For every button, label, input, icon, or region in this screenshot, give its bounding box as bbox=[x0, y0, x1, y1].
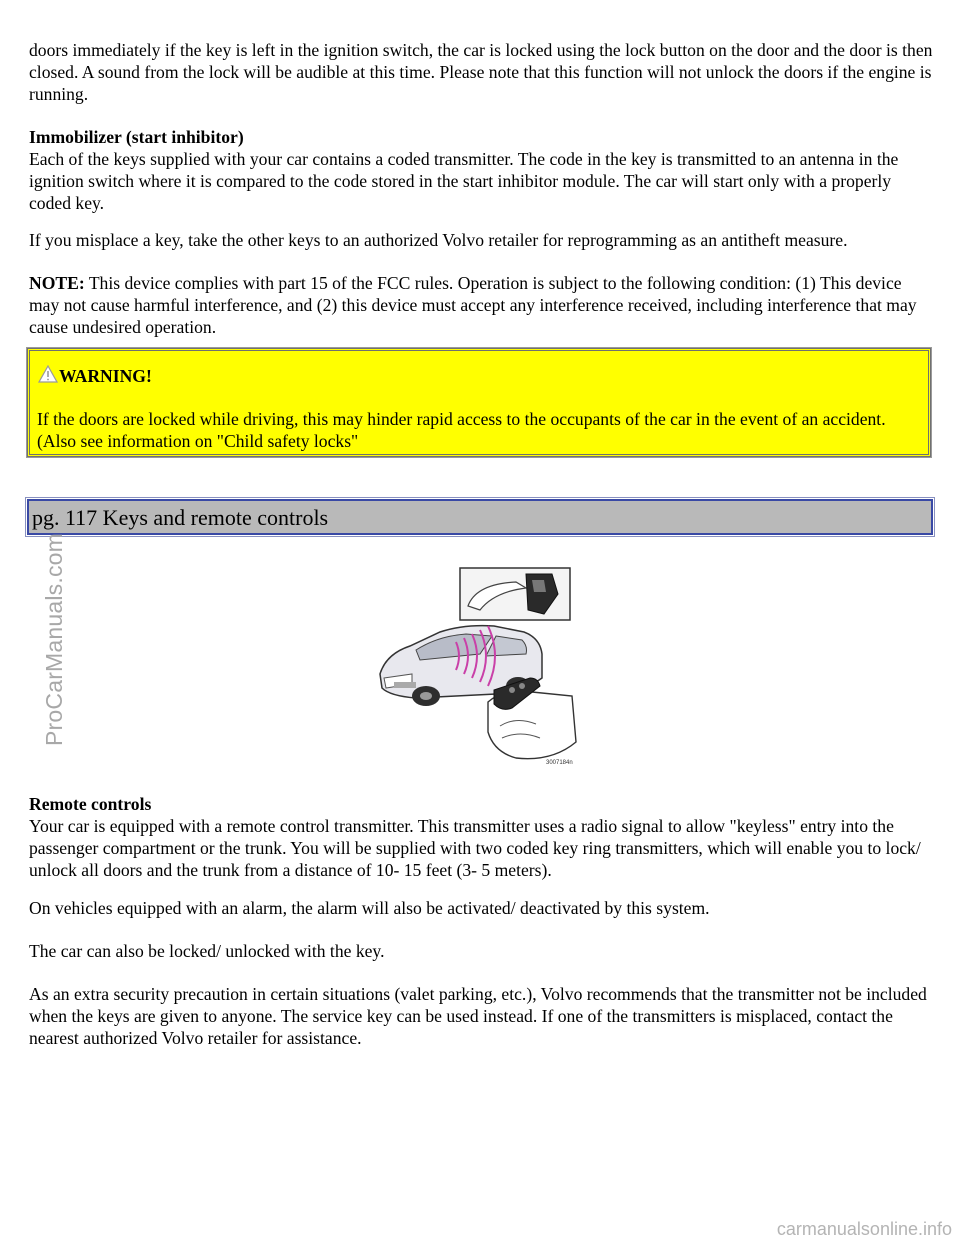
note-label: NOTE: bbox=[29, 273, 85, 293]
remote-control-illustration bbox=[376, 566, 586, 768]
remote-controls-heading: Remote controls bbox=[29, 794, 152, 814]
car-remote-illustration bbox=[376, 566, 586, 768]
section-title: pg. 117 Keys and remote controls bbox=[32, 505, 329, 530]
remote-controls-section bbox=[29, 793, 934, 881]
warning-triangle-icon bbox=[38, 365, 58, 383]
warning-title-row bbox=[38, 365, 152, 387]
warning-title: WARNING! bbox=[59, 366, 152, 386]
side-watermark bbox=[0, 506, 67, 746]
section-header bbox=[27, 499, 933, 535]
immobilizer-body: Each of the keys supplied with your car contains a coded transmitter. The code in the key is transmitted to an antenna in the ignition switch where it is compared to the code stored in the start inhibitor module. The car will start only with a properly coded key. bbox=[29, 149, 899, 213]
immobilizer-heading: Immobilizer (start inhibitor) bbox=[29, 127, 244, 147]
alarm-paragraph: On vehicles equipped with an alarm, the alarm will also be activated/ deactivated by this system. bbox=[29, 898, 710, 918]
warning-box bbox=[27, 348, 931, 457]
misplace-key-paragraph: If you misplace a key, take the other keys to an authorized Volvo retailer for reprogramming as an antitheft measure. bbox=[29, 230, 848, 250]
fcc-note bbox=[29, 272, 934, 338]
warning-body: If the doors are locked while driving, this may hinder rapid access to the occupants of the car in the event of an accident. (Also see information on "Child safety locks" bbox=[37, 409, 886, 451]
security-paragraph: As an extra security precaution in certain situations (valet parking, etc.), Volvo recommends that the transmitter not be included when the keys are given to anyone. The service key can be used instead. If one of the transmitters is misplaced, contact the nearest authorized Volvo retailer for assistance. bbox=[29, 984, 927, 1048]
key-lock-paragraph: The car can also be locked/ unlocked with the key. bbox=[29, 941, 385, 961]
remote-controls-body: Your car is equipped with a remote control transmitter. This transmitter uses a radio signal to allow "keyless" entry into the passenger compartment or the trunk. You will be supplied with two coded key ring transmitters, which will enable you to lock/ unlock all doors and the trunk from a distance of 10- 15 feet (3- 5 meters). bbox=[29, 816, 921, 880]
immobilizer-section bbox=[29, 126, 934, 214]
footer-watermark: carmanualsonline.info bbox=[776, 1219, 952, 1239]
intro-paragraph: doors immediately if the key is left in the ignition switch, the car is locked using the lock button on the door and the door is then closed. A sound from the lock will be audible at this time. Please note that this function will not unlock the doors if the engine is running. bbox=[29, 40, 933, 104]
side-watermark-text: ProCarManuals.com bbox=[41, 532, 67, 746]
figure-code: 3007184n bbox=[546, 760, 573, 766]
note-text: This device complies with part 15 of the FCC rules. Operation is subject to the following condition: (1) This device may not cause harmful interference, and (2) this device must accept any interference received, including interference that may cause undesired operation. bbox=[29, 273, 917, 337]
